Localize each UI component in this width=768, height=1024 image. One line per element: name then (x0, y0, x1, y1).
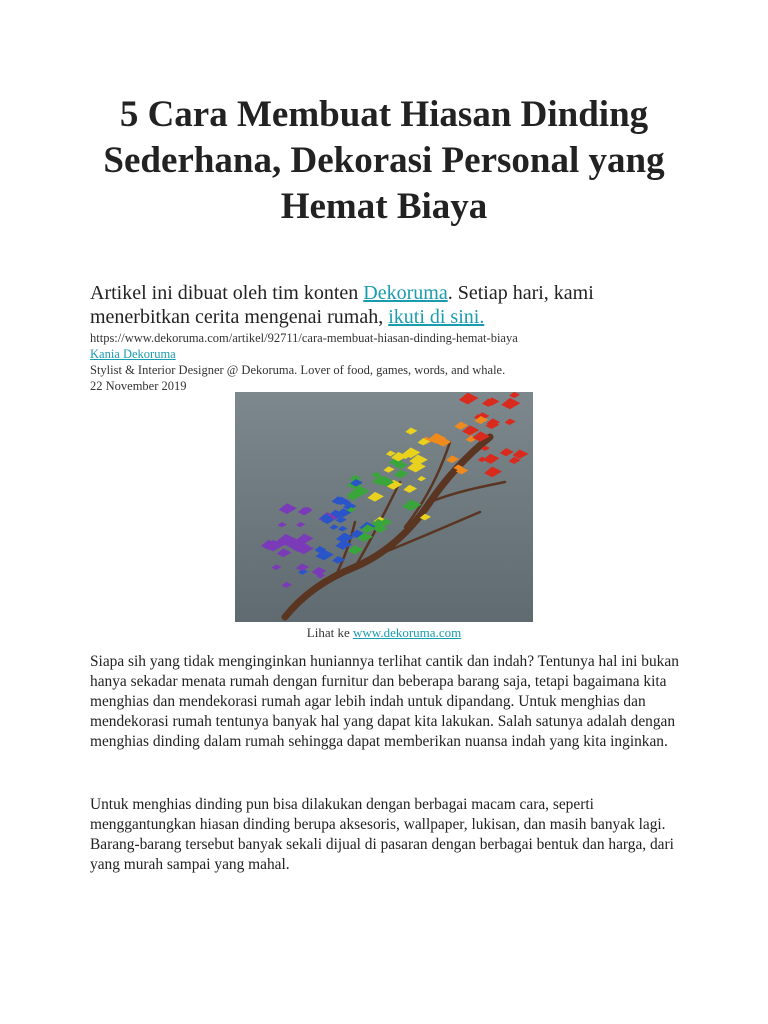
dekoruma-link[interactable]: Dekoruma (363, 282, 448, 304)
article-title: 5 Cara Membuat Hiasan Dinding Sederhana, Dekorasi Personal yang Hemat Biaya (103, 94, 665, 227)
caption-link[interactable]: www.dekoruma.com (353, 625, 462, 640)
publish-date: 22 November 2019 (90, 379, 187, 393)
author-link[interactable]: Kania Dekoruma (90, 347, 176, 361)
caption-prefix: Lihat ke (306, 625, 354, 640)
follow-link[interactable]: ikuti di sini. (388, 306, 485, 328)
body-paragraph-1: Siapa sih yang tidak menginginkan huniannya terlihat cantik dan indah? Tentunya hal ini bukan hanya sekadar menata rumah dengan furnitur dan beberapa barang saja, tetapi bagaimana kita menghias dan mendekorasi rumah agar lebih indah untuk dipandang. Untuk menghias dan mendekorasi rumah tentunya banyak hal yang dapat kita lakukan. Salah satunya adalah dengan menghias dinding dalam rumah sehingga dapat memberikan nuansa indah yang kita inginkan. (90, 653, 679, 750)
author-link-row (90, 346, 690, 362)
article-url: https://www.dekoruma.com/artikel/92711/cara-membuat-hiasan-dinding-hemat-biaya (90, 331, 518, 345)
article-intro (90, 281, 690, 329)
intro-text-before: Artikel ini dibuat oleh tim konten (90, 282, 364, 304)
figure-caption (0, 624, 768, 641)
intro-text-middle: . Setiap hari, kami menerbitkan cerita mengenai rumah, (90, 282, 594, 328)
photo-illustration (235, 392, 533, 622)
body-paragraph-2: Untuk menghias dinding pun bisa dilakukan dengan berbagai macam cara, seperti menggantungkan hiasan dinding berupa aksesoris, wallpaper, lukisan, dan masih banyak lagi. Barang-barang tersebut banyak sekali dijual di pasaran dengan berbagai bentuk dan harga, dari yang murah sampai yang mahal. (90, 796, 674, 873)
author-bio: Stylist & Interior Designer @ Dekoruma. Lover of food, games, words, and whale. (90, 363, 506, 377)
origami-cranes-photo (235, 392, 533, 622)
